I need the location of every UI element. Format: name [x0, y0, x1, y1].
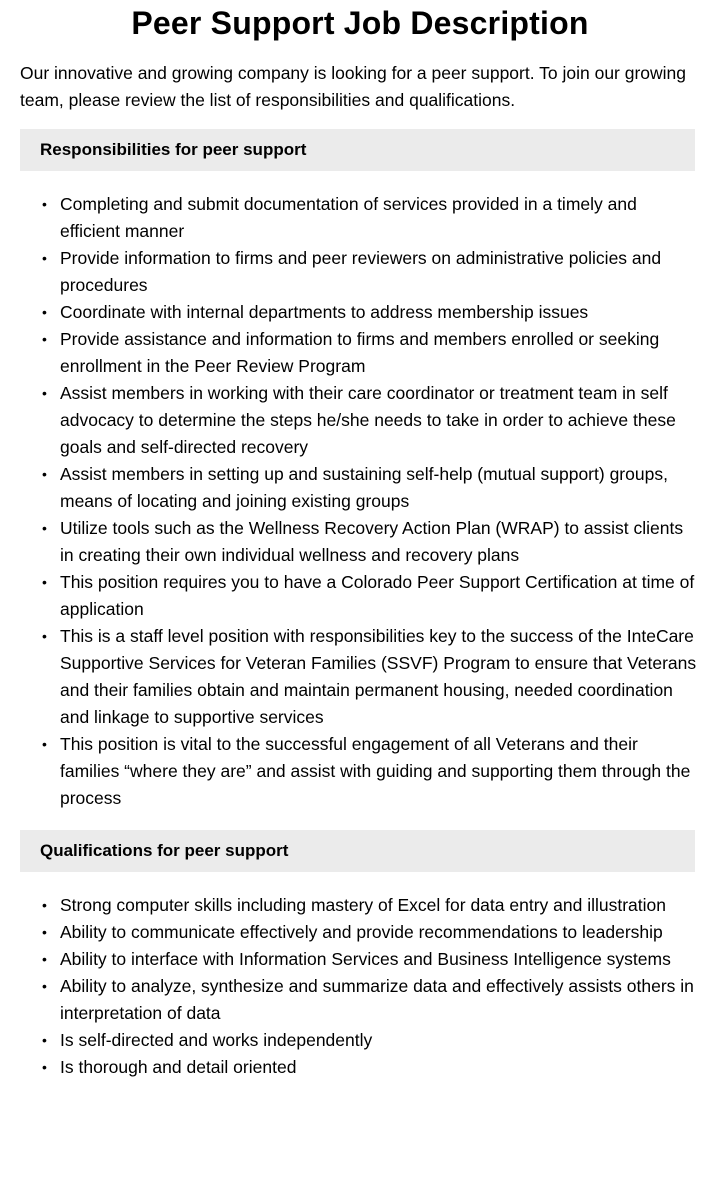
list-item-text: This position is vital to the successful engagement of all Veterans and their families “where they are” and assist with guiding and supporting them through the process	[60, 734, 691, 808]
intro-paragraph: Our innovative and growing company is looking for a peer support. To join our growing team, please review the list of responsibilities and qualifications.	[20, 63, 687, 110]
list-item-text: Ability to interface with Information Services and Business Intelligence systems	[60, 949, 671, 969]
bullet-icon: •	[42, 250, 47, 266]
list-item	[42, 892, 700, 919]
list-item-text: This position requires you to have a Colorado Peer Support Certification at time of application	[60, 572, 695, 619]
responsibilities-list	[20, 191, 700, 812]
list-item	[42, 919, 700, 946]
list-item	[42, 515, 700, 569]
bullet-icon: •	[42, 385, 47, 401]
list-item-text: Strong computer skills including mastery of Excel for data entry and illustration	[60, 895, 666, 915]
list-item-text: Coordinate with internal departments to address membership issues	[60, 302, 589, 322]
qualifications-section-header	[20, 830, 695, 872]
list-item-text: Assist members in setting up and sustaining self-help (mutual support) groups, means of locating and joining existing groups	[60, 464, 668, 511]
responsibilities-heading: Responsibilities for peer support	[40, 140, 307, 159]
bullet-icon: •	[42, 951, 47, 967]
bullet-icon: •	[42, 1032, 47, 1048]
bullet-icon: •	[42, 574, 47, 590]
list-item	[42, 245, 700, 299]
bullet-icon: •	[42, 466, 47, 482]
bullet-icon: •	[42, 196, 47, 212]
list-item	[42, 623, 700, 731]
page-title: Peer Support Job Description	[131, 5, 589, 41]
list-item-text: Completing and submit documentation of services provided in a timely and efficient manner	[60, 194, 637, 241]
list-item	[42, 946, 700, 973]
list-item	[42, 380, 700, 461]
list-item-text: Utilize tools such as the Wellness Recovery Action Plan (WRAP) to assist clients in creating their own individual wellness and recovery plans	[60, 518, 684, 565]
list-item	[42, 731, 700, 812]
list-item	[42, 569, 700, 623]
list-item-text: Is thorough and detail oriented	[60, 1057, 297, 1077]
list-item	[42, 1027, 700, 1054]
list-item-text: This is a staff level position with responsibilities key to the success of the InteCare Supportive Services for Veteran Families (SSVF) Program to ensure that Veterans and their families obtain and maintain permanent housing, needed coordination and linkage to supportive services	[60, 626, 697, 727]
list-item	[42, 326, 700, 380]
list-item	[42, 299, 700, 326]
list-item-text: Ability to analyze, synthesize and summarize data and effectively assists others in interpretation of data	[60, 976, 694, 1023]
bullet-icon: •	[42, 978, 47, 994]
list-item	[42, 1054, 700, 1081]
bullet-icon: •	[42, 897, 47, 913]
list-item-text: Provide information to firms and peer reviewers on administrative policies and procedures	[60, 248, 662, 295]
list-item-text: Ability to communicate effectively and provide recommendations to leadership	[60, 922, 663, 942]
qualifications-heading: Qualifications for peer support	[40, 841, 289, 860]
qualifications-list	[20, 892, 700, 1081]
list-item	[42, 973, 700, 1027]
list-item-text: Assist members in working with their care coordinator or treatment team in self advocacy to determine the steps he/she needs to take in order to achieve these goals and self-directed recovery	[60, 383, 676, 457]
list-item	[42, 461, 700, 515]
bullet-icon: •	[42, 331, 47, 347]
responsibilities-section-header	[20, 129, 695, 171]
bullet-icon: •	[42, 520, 47, 536]
list-item-text: Is self-directed and works independently	[60, 1030, 373, 1050]
bullet-icon: •	[42, 924, 47, 940]
bullet-icon: •	[42, 736, 47, 752]
bullet-icon: •	[42, 628, 47, 644]
bullet-icon: •	[42, 1059, 47, 1075]
list-item	[42, 191, 700, 245]
list-item-text: Provide assistance and information to firms and members enrolled or seeking enrollment in the Peer Review Program	[60, 329, 660, 376]
bullet-icon: •	[42, 304, 47, 320]
